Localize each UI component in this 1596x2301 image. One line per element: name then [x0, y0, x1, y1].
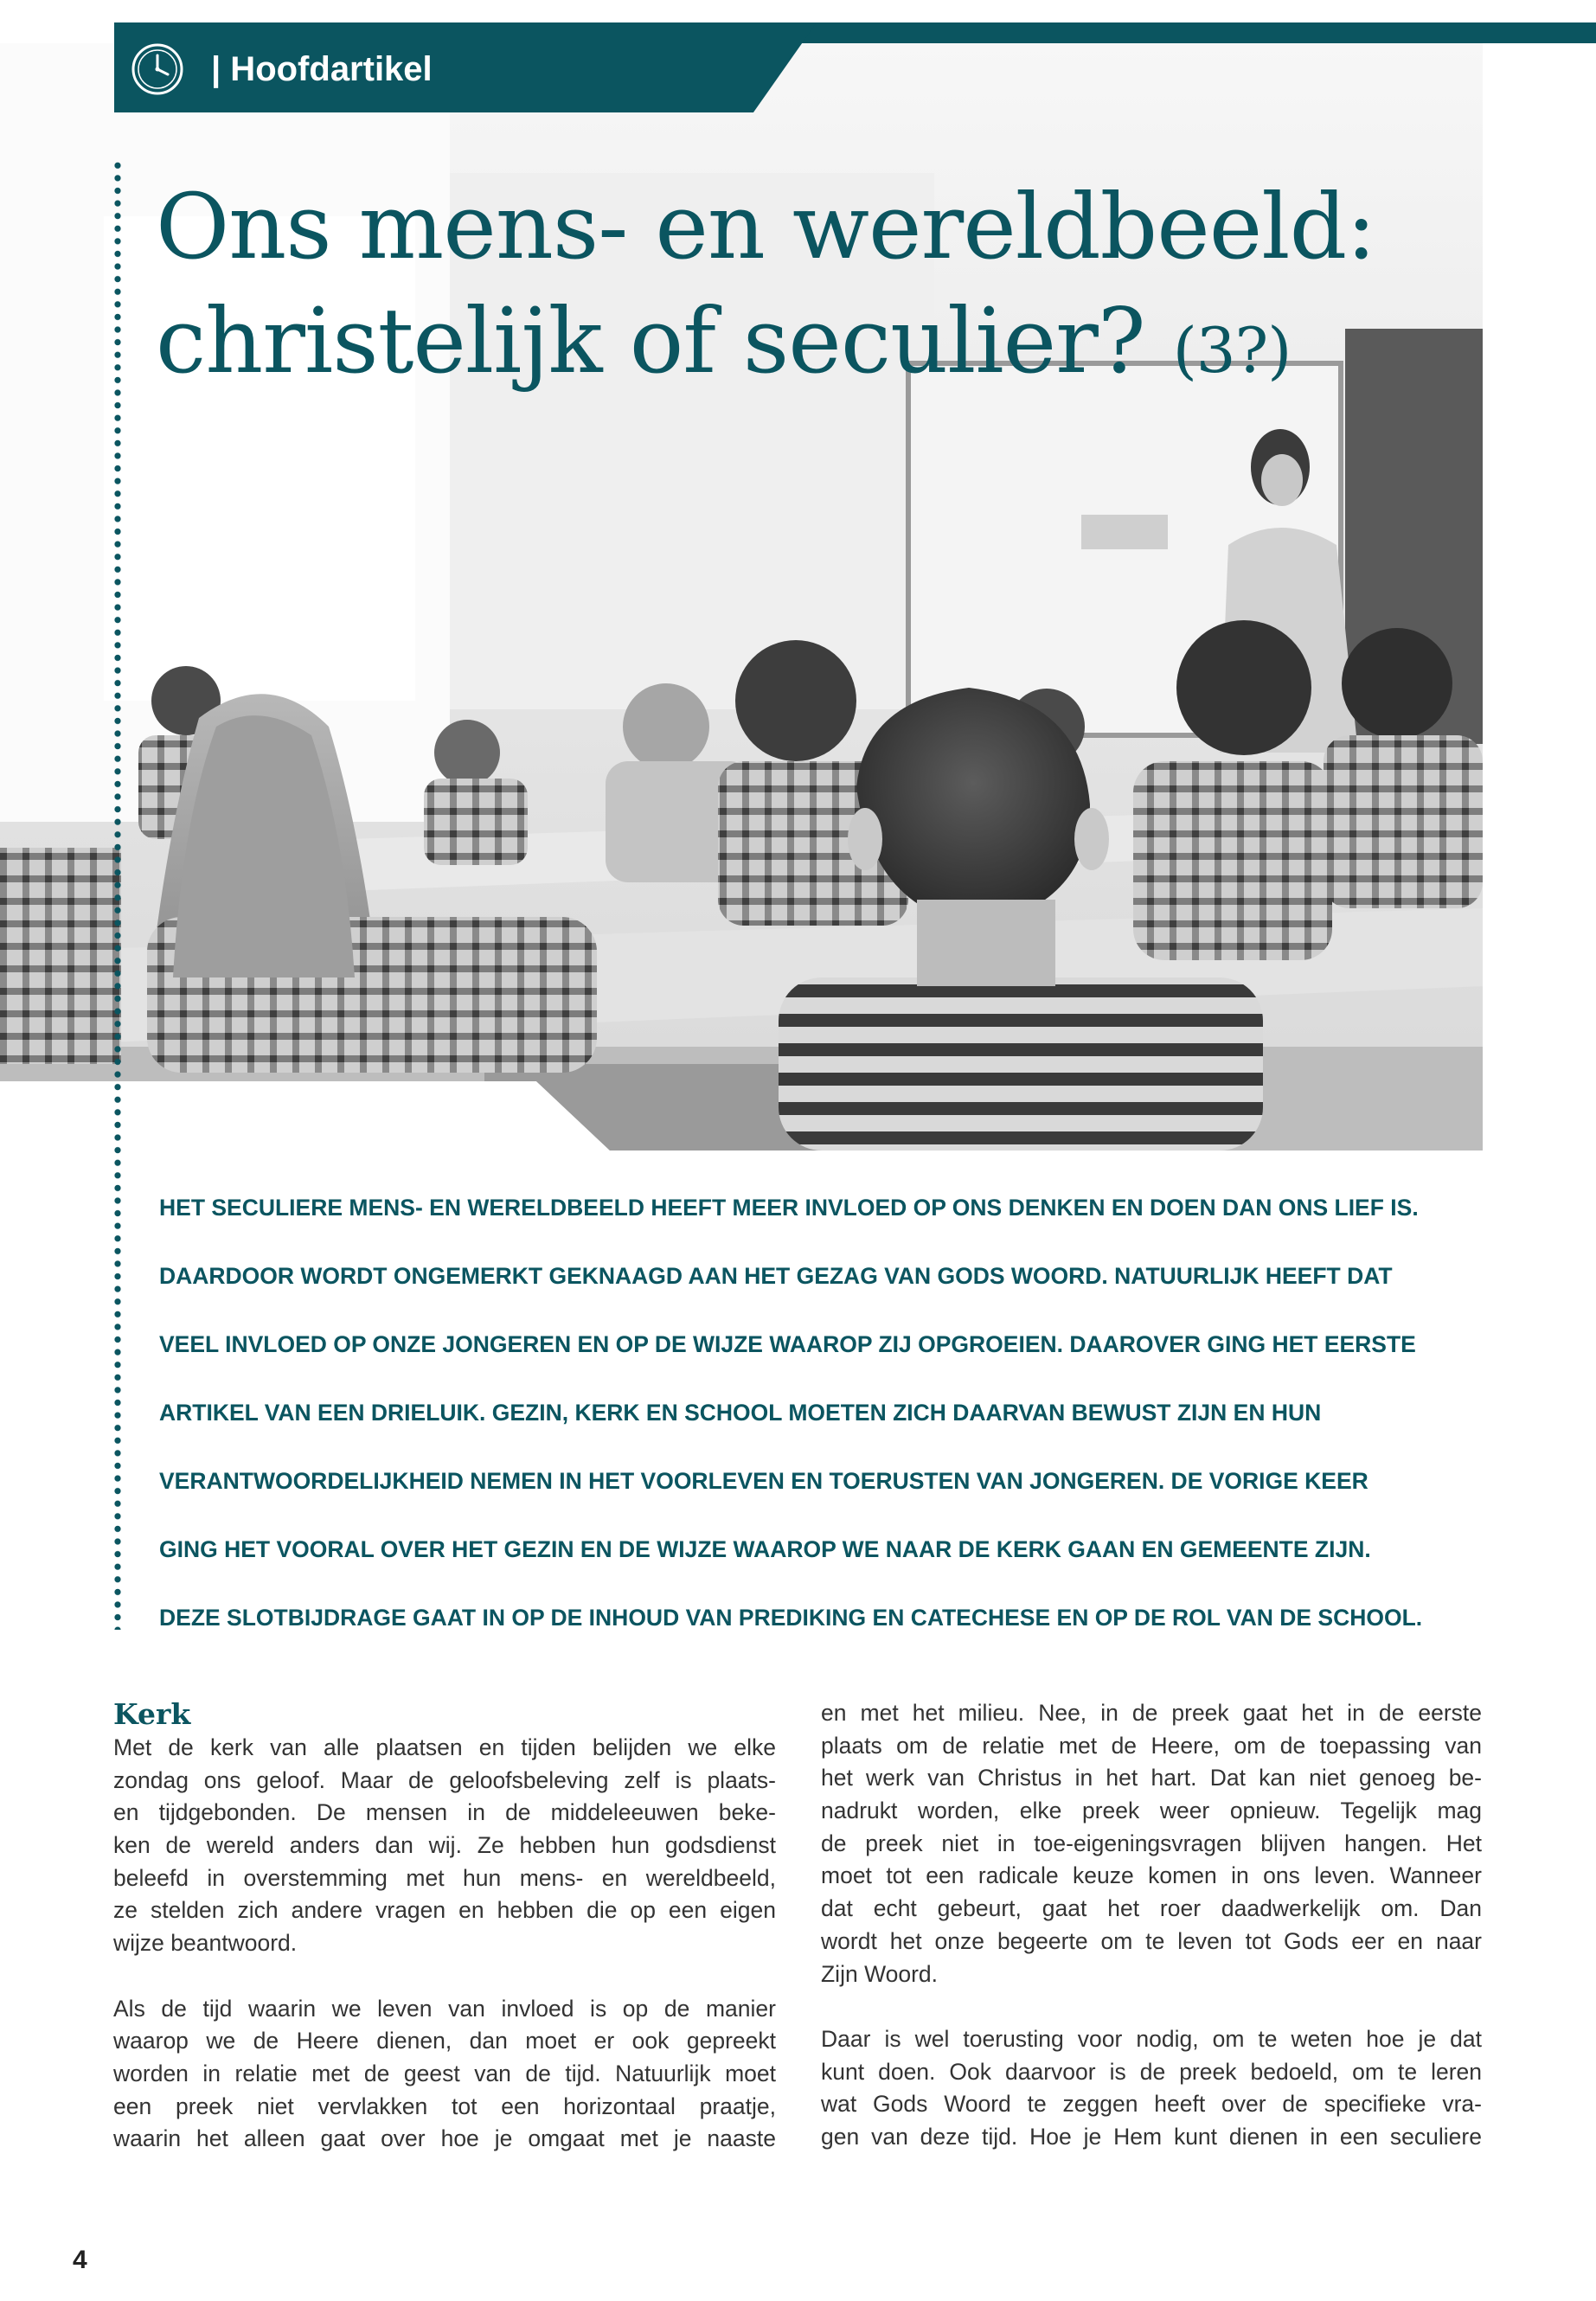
- text-line: waarin het alleen gaat over hoe je omgaat met je naaste: [113, 2125, 776, 2152]
- intro-line: DEZE SLOTBIJDRAGE GAAT IN OP DE INHOUD VAN PREDIKING EN CATECHESE EN OP DE ROL VAN DE SCHOOL.: [159, 1605, 1423, 1631]
- text-line: Daar is wel toerusting voor nodig, om te weten hoe je dat: [821, 2025, 1482, 2052]
- text-line: en tijdgebonden. De mensen in de middeleeuwen beke-: [113, 1799, 776, 1826]
- page-number: 4: [73, 2246, 87, 2274]
- text-line: Met de kerk van alle plaatsen en tijden belijden we elke: [113, 1734, 776, 1760]
- right-column: [821, 1697, 1482, 2154]
- text-line: wordt het onze begeerte om te leven tot Gods eer en naar: [821, 1927, 1482, 1954]
- intro-line: GING HET VOORAL OVER HET GEZIN EN DE WIJZE WAAROP WE NAAR DE KERK GAAN EN GEMEENTE ZIJN.: [159, 1536, 1371, 1562]
- text-line: ze stelden zich andere vragen en hebben die op een eigen: [113, 1897, 776, 1924]
- text-line: kunt doen. Ook daarvoor is de preek bedoeld, om te leren: [821, 2058, 1482, 2085]
- header-band: [779, 22, 1596, 43]
- intro-line: ARTIKEL VAN EEN DRIELUIK. GEZIN, KERK EN SCHOOL MOETEN ZICH DAARVAN BEWUST ZIJN EN HUN: [159, 1400, 1322, 1426]
- text-line: zondag ons geloof. Maar de geloofsbeleving zelf is plaats-: [113, 1766, 776, 1793]
- text-line: Zijn Woord.: [821, 1960, 938, 1987]
- paragraph: [821, 1697, 1482, 1990]
- clock-icon: [130, 42, 185, 97]
- section-label: | Hoofdartikel: [211, 50, 433, 88]
- text-line: moet tot een radicale keuze komen in ons leven. Wanneer: [821, 1862, 1482, 1889]
- paragraph: [113, 1732, 776, 1960]
- text-line: ken de wereld anders dan wij. Ze hebben hun godsdienst: [113, 1832, 776, 1859]
- text-line: het werk van Christus in het hart. Dat kan niet genoeg be-: [821, 1765, 1482, 1791]
- title-main: christelijk of seculier?: [156, 288, 1145, 394]
- paragraph: [821, 2023, 1482, 2154]
- text-line: de preek niet in toe-eigeningsvragen blijven hangen. Het: [821, 1830, 1482, 1856]
- title-line-2: [156, 284, 1453, 407]
- dotted-rule: [113, 159, 122, 1630]
- left-column: [113, 1697, 776, 2156]
- text-line: wijze beantwoord.: [113, 1930, 298, 1957]
- title-suffix: (3?): [1172, 314, 1292, 387]
- paragraph: [113, 1993, 776, 2156]
- intro-line: HET SECULIERE MENS- EN WERELDBEELD HEEFT MEER INVLOED OP ONS DENKEN EN DOEN DAN ONS LIEF IS.: [159, 1195, 1419, 1221]
- text-line: nadrukt worden, elke preek weer opnieuw. Tegelijk mag: [821, 1798, 1482, 1824]
- text-line: en met het milieu. Nee, in de preek gaat het in de eerste: [821, 1700, 1482, 1726]
- text-line: dat echt gebeurt, gaat het roer daadwerkelijk om. Dan: [821, 1895, 1482, 1922]
- intro-line: VERANTWOORDELIJKHEID NEMEN IN HET VOORLEVEN EN TOERUSTEN VAN JONGEREN. DE VORIGE KEER: [159, 1468, 1368, 1494]
- text-line: wat Gods Woord te zeggen heeft over de specifieke vra-: [821, 2091, 1482, 2118]
- intro-line: VEEL INVLOED OP ONZE JONGEREN EN OP DE WIJZE WAAROP ZIJ OPGROEIEN. DAAROVER GING HET EERSTE: [159, 1331, 1416, 1357]
- page-title: [156, 170, 1453, 407]
- intro-text: [159, 1192, 1509, 1670]
- title-line-1: Ons mens- en wereldbeeld:: [156, 174, 1376, 279]
- intro-line: DAARDOOR WORDT ONGEMERKT GEKNAAGD AAN HET GEZAG VAN GODS WOORD. NATUURLIJK HEEFT DAT: [159, 1263, 1393, 1289]
- text-line: waarop we de Heere dienen, dan moet er ook gepreekt: [113, 2028, 776, 2054]
- section-heading-kerk: Kerk: [113, 1697, 191, 1731]
- text-line: een preek niet vervlakken tot een horizontaal praatje,: [113, 2093, 776, 2119]
- text-line: worden in relatie met de geest van de tijd. Natuurlijk moet: [113, 2060, 776, 2086]
- text-line: Als de tijd waarin we leven van invloed is op de manier: [113, 1995, 776, 2022]
- text-line: beleefd in overstemming met hun mens- en wereldbeeld,: [113, 1864, 776, 1891]
- text-line: gen van deze tijd. Hoe je Hem kunt dienen in een seculiere: [821, 2123, 1482, 2150]
- text-line: plaats om de relatie met de Heere, om de toepassing van: [821, 1732, 1482, 1759]
